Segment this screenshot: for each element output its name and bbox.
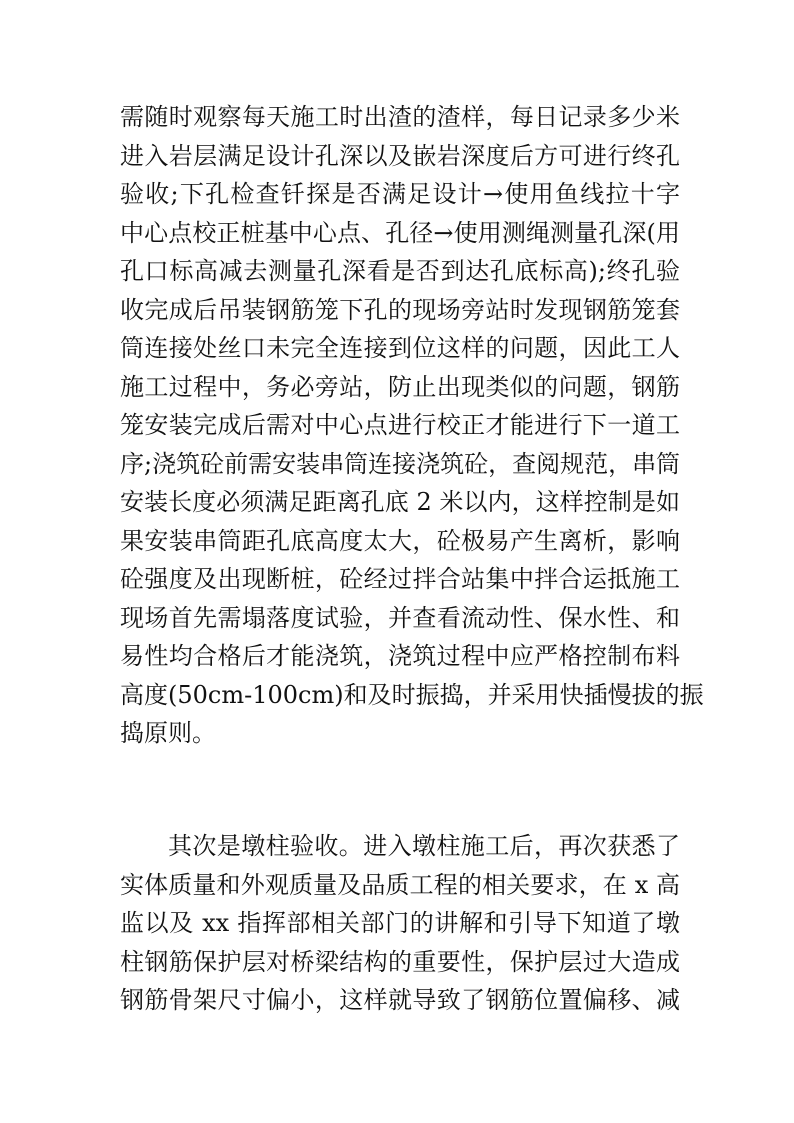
text-line: 钢筋骨架尺寸偏小，这样就导致了钢筋位置偏移、减 bbox=[120, 986, 680, 1014]
text-line: 监以及 xx 指挥部相关部门的讲解和引导下知道了墩 bbox=[120, 909, 680, 937]
text-line: 施工过程中，务必旁站，防止出现类似的问题，钢筋 bbox=[120, 372, 680, 401]
text-line: 需随时观察每天施工时出渣的渣样，每日记录多少米 bbox=[120, 103, 680, 131]
text-line: 收完成后吊装钢筋笼下孔的现场旁站时发现钢筋笼套 bbox=[120, 295, 680, 324]
text-line: 实体质量和外观质量及品质工程的相关要求，在 x 高 bbox=[120, 870, 680, 899]
paragraph-pier-column-inspection bbox=[120, 827, 680, 1020]
text-line-indented: 其次是墩柱验收。进入墩柱施工后，再次获悉了 bbox=[168, 832, 680, 860]
text-line: 高度(50cm-100cm)和及时振捣，并采用快插慢拔的振 bbox=[120, 680, 704, 709]
text-line-last: 捣原则。 bbox=[120, 719, 216, 747]
text-line: 果安装串筒距孔底高度太大，砼极易产生离析，影响 bbox=[120, 526, 680, 555]
text-line: 安装长度必须满足距离孔底 2 米以内，这样控制是如 bbox=[120, 488, 680, 516]
text-line: 现场首先需塌落度试验，并查看流动性、保水性、和 bbox=[120, 603, 680, 632]
paragraph-bored-pile-inspection bbox=[120, 98, 704, 753]
text-line: 柱钢筋保护层对桥梁结构的重要性，保护层过大造成 bbox=[120, 947, 680, 976]
text-line: 孔口标高减去测量孔深看是否到达孔底标高);终孔验 bbox=[120, 257, 680, 285]
text-line: 易性均合格后才能浇筑，浇筑过程中应严格控制布料 bbox=[120, 642, 680, 670]
text-line: 序;浇筑砼前需安装串筒连接浇筑砼，查阅规范，串筒 bbox=[120, 449, 681, 478]
text-line: 中心点校正桩基中心点、孔径→使用测绳测量孔深(用 bbox=[120, 218, 680, 247]
text-line: 笼安装完成后需对中心点进行校正才能进行下一道工 bbox=[120, 411, 680, 439]
text-line: 进入岩层满足设计孔深以及嵌岩深度后方可进行终孔 bbox=[120, 141, 680, 170]
text-line: 验收;下孔检查钎探是否满足设计→使用鱼线拉十字 bbox=[120, 180, 680, 208]
text-line: 砼强度及出现断桩，砼经过拌合站集中拌合运抵施工 bbox=[120, 565, 680, 593]
text-line: 筒连接处丝口未完全连接到位这样的问题，因此工人 bbox=[120, 334, 680, 362]
